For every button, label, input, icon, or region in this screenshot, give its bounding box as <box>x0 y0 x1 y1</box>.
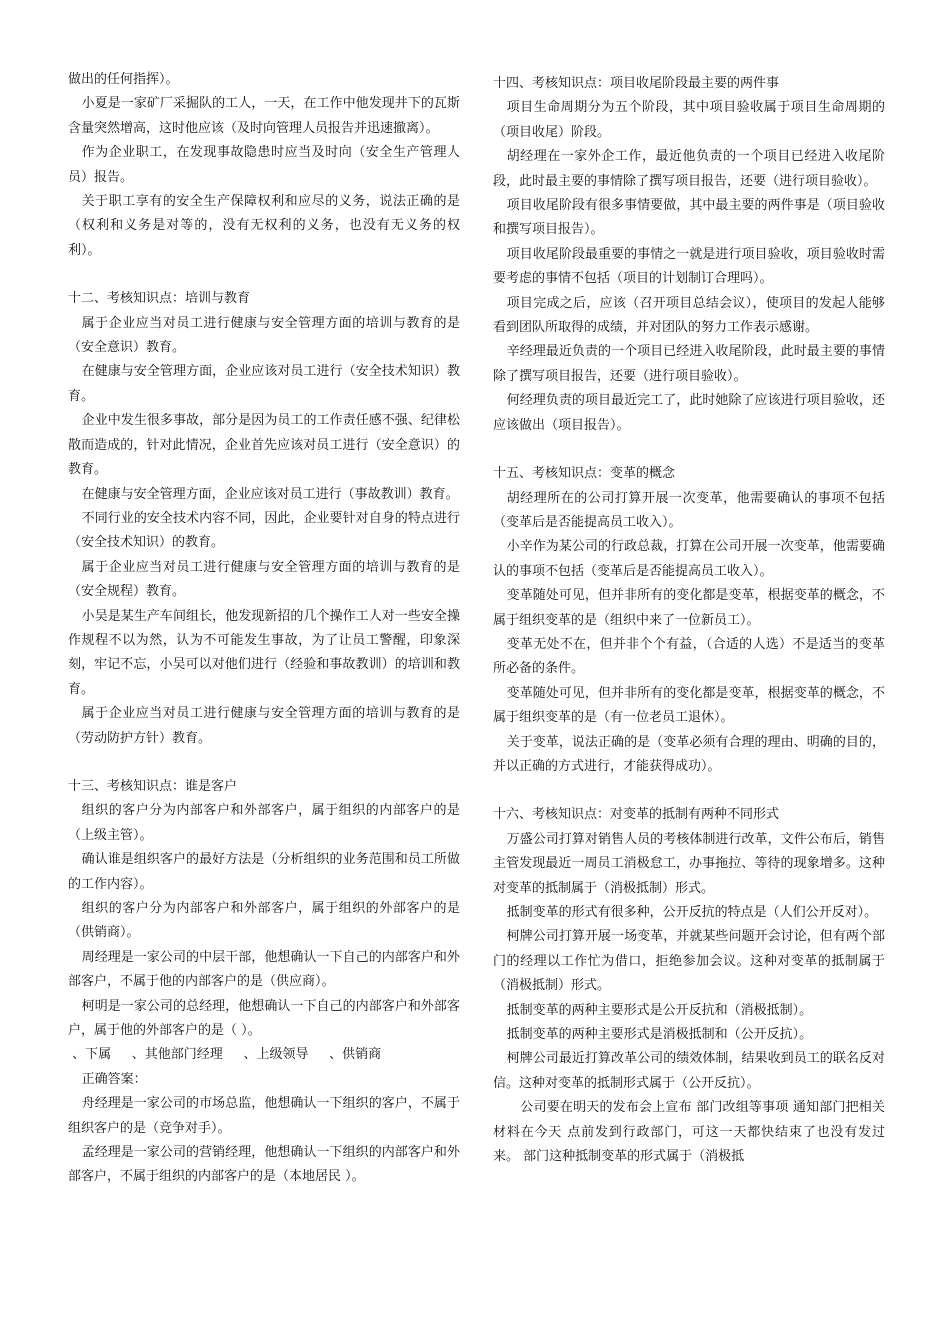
paragraph: 柯明是一家公司的总经理，他想确认一下自己的内部客户和外部客户，属于他的外部客户的是（ ）。 <box>68 998 460 1039</box>
paragraph: 变革随处可见，但并非所有的变化都是变革，根据变革的概念，不属于组织变革的是（组织中来了一位新员工）。 <box>493 588 885 628</box>
paragraph: 在健康与安全管理方面，企业应该对员工进行（安全技术知识）教育。 <box>68 364 460 404</box>
paragraph: 在健康与安全管理方面，企业应该对员工进行（事故教训）教育。 <box>81 486 459 502</box>
paragraph: 胡经理在一家外企工作，最近他负责的一个项目已经进入收尾阶段，此时最主要的事情除了撰写项目报告，还要（进行项目验收）。 <box>493 149 885 189</box>
left-column <box>68 68 460 1190</box>
right-column <box>493 68 885 1169</box>
section-heading-12: 十二、考核知识点：培训与教育 <box>68 291 251 307</box>
paragraph: 企业中发生很多事故，部分是因为员工的工作责任感不强、纪律松散而造成的，针对此情况，企业首先应该对员工进行（安全意识）的教育。 <box>68 413 460 478</box>
paragraph: 做出的任何指挥）。 <box>68 72 179 87</box>
section-heading-13: 十三、考核知识点：谁是客户 <box>68 778 238 794</box>
paragraph: 组织的客户分为内部客户和外部客户，属于组织的外部客户的是（供销商）。 <box>68 901 460 941</box>
paragraph: 公司要在明天的发布会上宣布 部门改组等事项 通知部门把相关材料在今天 点前发到行政部门，可这一天都快结束了也没有发过来。 部门这种抵制变革的形式属于（消极抵 <box>493 1100 885 1165</box>
paragraph: 柯牌公司打算开展一场变革，并就某些问题开会讨论，但有两个部门的经理以工作忙为借口，拒绝参加会议。这种对变革的抵制属于（消极抵制）形式。 <box>493 929 885 994</box>
paragraph: 组织的客户分为内部客户和外部客户，属于组织的内部客户的是（上级主管）。 <box>68 803 460 843</box>
section-heading-16: 十六、考核知识点：对变革的抵制有两种不同形式 <box>493 807 780 823</box>
paragraph: 孟经理是一家公司的营销经理，他想确认一下组织的内部客户和外部客户，不属于组织的内部客户的是（本地居民 ）。 <box>68 1145 460 1185</box>
paragraph: 抵制变革的形式有很多种，公开反抗的特点是（人们公开反对）。 <box>506 905 878 920</box>
paragraph: 作为企业职工，在发现事故隐患时应当及时向（安全生产管理人员）报告。 <box>68 145 460 185</box>
paragraph: 变革随处可见，但并非所有的变化都是变革，根据变革的概念，不属于组织变革的是（有一位老员工退休）。 <box>493 685 885 726</box>
paragraph: 项目收尾阶段最重要的事情之一就是进行项目验收，项目验收时需要考虑的事情不包括（项目的计划制订合理吗）。 <box>493 246 885 287</box>
paragraph: 属于企业应当对员工进行健康与安全管理方面的培训与教育的是（劳动防护方针）教育。 <box>68 706 460 746</box>
paragraph: 确认谁是组织客户的最好方法是（分析组织的业务范围和员工所做的工作内容）。 <box>68 852 460 892</box>
paragraph: 抵制变革的两种主要形式是消极抵制和（公开反抗）。 <box>506 1027 813 1043</box>
section-heading-15: 十五、考核知识点：变革的概念 <box>493 466 676 482</box>
paragraph: 不同行业的安全技术内容不同，因此，企业要针对自身的特点进行（安全技术知识）的教育。 <box>68 510 460 551</box>
paragraph: 属于企业应当对员工进行健康与安全管理方面的培训与教育的是（安全意识）教育。 <box>68 315 460 356</box>
paragraph: 项目收尾阶段有很多事情要做，其中最主要的两件事是（项目验收和撰写项目报告）。 <box>493 198 885 238</box>
paragraph: 舟经理是一家公司的市场总监，他想确认一下组织的客户，不属于组织客户的是（竞争对手）。 <box>68 1096 460 1136</box>
paragraph: 属于企业应当对员工进行健康与安全管理方面的培训与教育的是（安全规程）教育。 <box>68 559 460 600</box>
paragraph: 抵制变革的两种主要形式是公开反抗和（消极抵制）。 <box>506 1002 813 1018</box>
paragraph: 万盛公司打算对销售人员的考核体制进行改革，文件公布后，销售主管发现最近一周员工消极怠工，办事拖拉、等待的现象增多。这种对变革的抵制属于（消极抵制）形式。 <box>493 831 885 896</box>
paragraph: 小辛作为某公司的行政总裁，打算在公司开展一次变革，他需要确认的事项不包括（变革后是否能提高员工收入）。 <box>493 539 885 579</box>
paragraph: 变革无处不在，但并非个个有益，（合适的人选）不是适当的变革所必备的条件。 <box>493 636 885 677</box>
paragraph: 何经理负责的项目最近完工了，此时她除了应该进行项目验收，还应该做出（项目报告）。 <box>493 393 885 433</box>
paragraph: 辛经理最近负责的一个项目已经进入收尾阶段，此时最主要的事情除了撰写项目报告，还要（进行项目验收）。 <box>493 344 885 384</box>
correct-answer-label: 正确答案： <box>81 1071 147 1087</box>
paragraph: 柯牌公司最近打算改革公司的绩效体制，结果收到员工的联名反对信。这种对变革的抵制形式属于（公开反抗）。 <box>493 1051 885 1091</box>
paragraph: 周经理是一家公司的中层干部，他想确认一下自己的内部客户和外部客户，不属于他的内部客户的是（供应商）。 <box>68 949 460 990</box>
section-heading-14: 十四、考核知识点：项目收尾阶段最主要的两件事 <box>493 76 780 91</box>
paragraph: 关于职工享有的安全生产保障权利和应尽的义务，说法正确的是（权利和义务是对等的，没有无权利的义务，也没有无义务的权利）。 <box>68 194 460 258</box>
paragraph: 项目完成之后，应该（召开项目总结会议），使项目的发起人能够看到团队所取得的成绩，并对团队的努力工作表示感谢。 <box>493 295 885 336</box>
paragraph: 项目生命周期分为五个阶段，其中项目验收属于项目生命周期的（项目收尾）阶段。 <box>493 100 885 140</box>
paragraph: 胡经理所在的公司打算开展一次变革，他需要确认的事项不包括（变革后是否能提高员工收入）。 <box>493 490 885 530</box>
paragraph: 小夏是一家矿厂采掘队的工人，一天，在工作中他发现井下的瓦斯含量突然增高，这时他应该（及时向管理人员报告并迅速撤离）。 <box>68 96 460 136</box>
paragraph: 关于变革，说法正确的是（变革必须有合理的理由、明确的目的，并以正确的方式进行，才能获得成功）。 <box>493 734 885 774</box>
paragraph: 小吴是某生产车间组长，他发现新招的几个操作工人对一些安全操作规程不以为然，认为不可能发生事故，为了让员工警醒，印象深刻，牢记不忘，小吴可以对他们进行（经验和事故教训）的培训和教育。 <box>68 608 460 697</box>
answer-options: 、下属 、其他部门经理 、上级领导 、供销商 <box>68 1047 382 1063</box>
